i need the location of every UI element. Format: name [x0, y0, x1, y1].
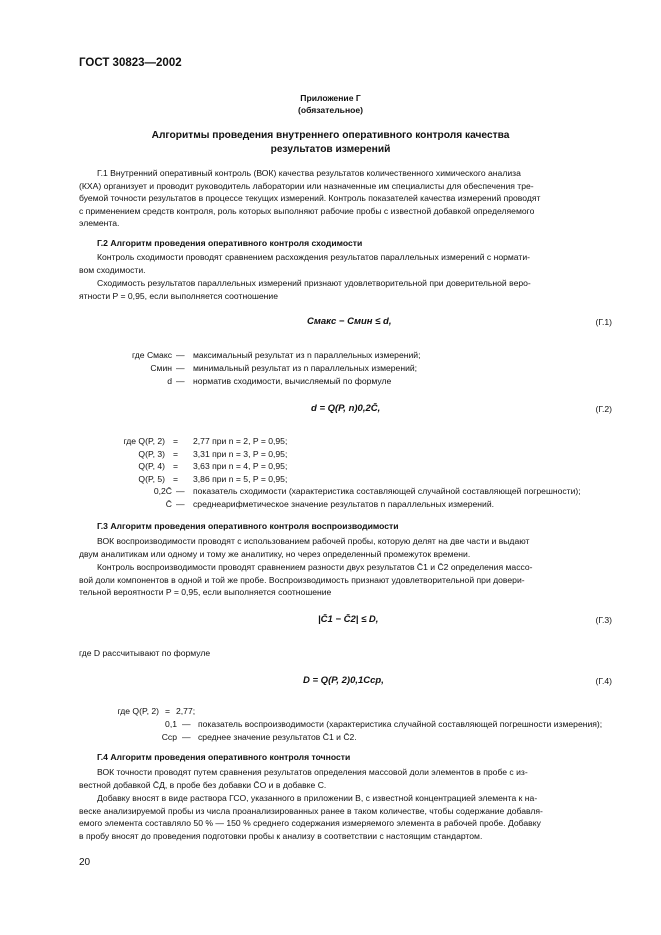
q-table: [79, 435, 619, 510]
main-title-line: результатов измерений: [270, 143, 391, 155]
dash: —: [176, 498, 185, 509]
where-item: [79, 498, 619, 511]
text-line: ВОК воспроизводимости проводят с использованием рабочей пробы, которую делят на две части и выдают: [97, 536, 530, 546]
document-header: ГОСТ 30823—2002: [79, 57, 182, 69]
paragraph-g2a: [79, 251, 612, 276]
q-row: [79, 460, 619, 473]
where-item: [79, 349, 619, 362]
description: норматив сходимости, вычисляемый по формуле: [193, 376, 392, 386]
q-rhs: 2,77 при n = 2, P = 0,95;: [193, 436, 288, 446]
dash: =: [165, 706, 171, 716]
text-line: Контроль сходимости проводят сравнением расхождения результатов параллельных измерений с нормати-: [97, 252, 530, 262]
text-line: тельной вероятности P = 0,95, если выполняется соотношение: [79, 587, 332, 598]
q-rhs: 3,31 при n = 3, P = 0,95;: [193, 448, 288, 459]
where-item: [79, 485, 619, 498]
q-row: [79, 435, 619, 448]
symbol: 0,2C̄: [153, 486, 172, 496]
dash: —: [176, 350, 185, 360]
symbol: 0,1: [165, 719, 177, 729]
equation-number: (Г.4): [595, 676, 612, 686]
description: показатель сходимости (характеристика составляющей случайной составляющей погрешности);: [193, 486, 581, 496]
paragraph-g2b: [79, 277, 612, 302]
description: показатель воспроизводимости (характеристика случайной составляющей погрешности измерения);: [198, 719, 603, 729]
text-line: вом сходимости.: [79, 264, 146, 275]
q-eq: =: [173, 448, 179, 459]
text-line: вой доли компонентов в одной и той же пробе. Воспроизводимость признают удовлетворительной при довери-: [79, 574, 525, 585]
paragraph-g3b: [79, 561, 612, 599]
q-row: [79, 473, 619, 486]
equation-number: (Г.1): [595, 317, 612, 327]
dash: —: [176, 363, 185, 373]
equation-number: (Г.3): [595, 615, 612, 625]
text-line: Г.1 Внутренний оперативный контроль (ВОК) качества результатов количественного химического анализа: [97, 168, 521, 178]
main-title: [0, 129, 661, 156]
where-item: [79, 705, 619, 718]
q-eq: =: [173, 436, 179, 446]
paragraph-g4b: [79, 792, 612, 842]
description: 2,77;: [176, 706, 196, 716]
paragraph-g3a: [79, 535, 612, 560]
symbol: где Q(P, 2): [117, 706, 159, 716]
description: среднеарифметическое значение результатов n параллельных измерений.: [193, 498, 495, 509]
q-lhs: Q(P, 3): [138, 448, 165, 459]
appendix-subtitle: (обязательное): [297, 105, 364, 115]
where-item: [79, 375, 619, 388]
q-rhs: 3,63 при n = 4, P = 0,95;: [193, 461, 288, 471]
where-item: [79, 362, 619, 375]
q-rhs: 3,86 при n = 5, P = 0,95;: [193, 473, 288, 484]
formula-g4: D = Q(P, 2)0,1Cср,: [303, 675, 384, 686]
paragraph-g1: [79, 167, 612, 230]
main-title-line: Алгоритмы проведения внутреннего оперативного контроля качества: [151, 130, 510, 141]
symbol: C̄: [165, 498, 172, 509]
page-number: 20: [79, 857, 91, 868]
formula-g3: |C̄1 − C̄2| ≤ D,: [318, 614, 379, 625]
dash: —: [182, 719, 191, 729]
symbol: d: [167, 376, 172, 386]
description: среднее значение результатов C̄1 и C̄2.: [198, 732, 357, 742]
symbol: где Cмакс: [132, 350, 172, 360]
where-d: где D рассчитывают по формуле: [79, 648, 211, 658]
paragraph-g4a: [79, 766, 612, 791]
text-line: ятности P = 0,95, если выполняется соотношение: [79, 290, 278, 301]
q-row: [79, 448, 619, 461]
text-line: двум аналитикам или одному и тому же аналитику, но через определенный промежуток времени.: [79, 548, 471, 559]
section-heading-g2: Г.2 Алгоритм проведения оперативного контроля сходимости: [97, 238, 363, 248]
symbol: Cмин: [150, 363, 172, 373]
where-item: [79, 731, 619, 744]
formula-g1: Cмакс − Cмин ≤ d,: [307, 316, 392, 327]
text-line: (КХА) организует и проводит руководитель лаборатории или назначенные им специалисты для обеспечения тре-: [79, 180, 534, 191]
formula-g2: d = Q(P, n)0,2C̄,: [311, 403, 381, 414]
q-lhs: Q(P, 5): [138, 473, 165, 484]
text-line: емого элемента составляло 50 % — 150 % среднего содержания измеряемого элемента в рабочей пробе. Добавку: [79, 818, 541, 829]
dash: —: [176, 486, 185, 496]
text-line: вестной добавкой C̄Д, в пробе без добавки C̄О и в добавке C.: [79, 779, 327, 790]
description: максимальный результат из n параллельных измерений;: [193, 350, 421, 360]
text-line: Добавку вносят в виде раствора ГСО, указанного в приложении В, с известной концентрацией элемента к на-: [97, 793, 538, 803]
section-heading-g3: Г.3 Алгоритм проведения оперативного контроля воспроизводимости: [97, 521, 399, 531]
q-lhs: Q(P, 4): [138, 461, 165, 471]
where-list-3: [79, 705, 619, 744]
appendix-title: Приложение Г: [300, 93, 361, 103]
where-item: [79, 718, 619, 731]
text-line: Сходимость результатов параллельных измерений признают удовлетворительной при доверительной веро-: [97, 278, 531, 288]
section-heading-g4: Г.4 Алгоритм проведения оперативного контроля точности: [97, 752, 351, 762]
equation-number: (Г.2): [595, 404, 612, 414]
dash: —: [182, 732, 191, 742]
text-line: Контроль воспроизводимости проводят сравнением разности двух результатов C̄1 и C̄2 определения массо-: [97, 562, 533, 572]
q-eq: =: [173, 461, 179, 471]
text-line: в пробу вносят до проведения подготовки пробы к анализу в соответствии с настоящим стандартом.: [79, 830, 483, 841]
q-eq: =: [173, 473, 179, 484]
text-line: веске анализируемой пробы из числа проанализированных ранее в таком количестве, чтобы содержание добавля-: [79, 805, 543, 816]
text-line: с применением средств контроля, роль которых выполняют рабочие пробы с известной добавкой определяемого: [79, 205, 535, 216]
text-line: элемента.: [79, 218, 120, 229]
text-line: ВОК точности проводят путем сравнения результатов определения массовой доли элементов в пробе с из-: [97, 767, 528, 777]
text-line: буемой точности результатов в процессе текущих измерений. Контроль показателей качества измерений проводят: [79, 193, 541, 204]
dash: —: [176, 376, 185, 386]
symbol: Cср: [161, 732, 177, 742]
q-lhs: где Q(P, 2): [123, 436, 165, 446]
where-list-1: [79, 349, 619, 388]
description: минимальный результат из n параллельных измерений;: [193, 363, 418, 373]
